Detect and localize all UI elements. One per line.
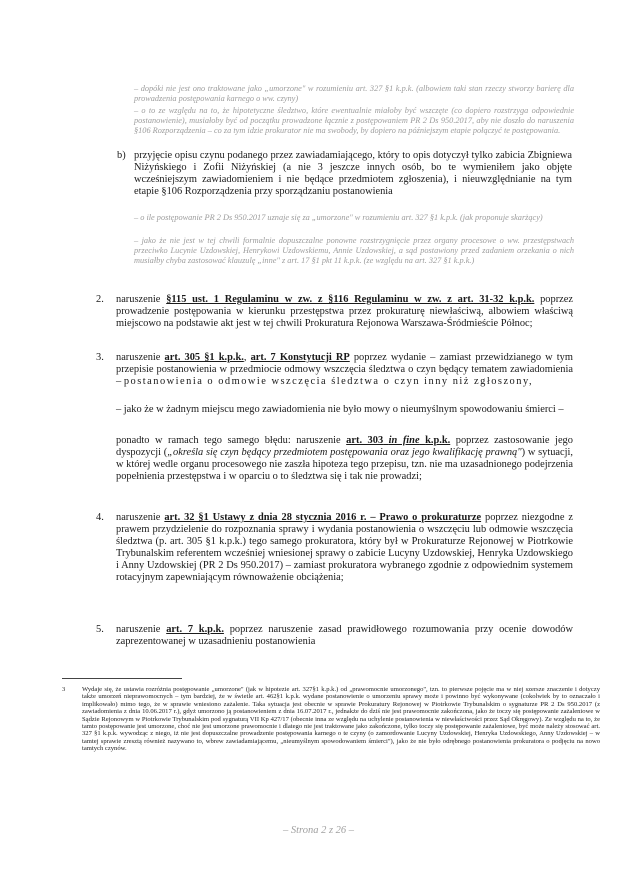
- item-3-body-1: poprzez wydanie – zamiast przewidzianego w tym przepisie postanowienia w przedmiocie odmowy wszczęcia śledztwa o czyn będący tematem zawiadomienia –: [116, 352, 573, 388]
- item-3-spaced-text: postanowienia o odmowie wszczęcia śledztwa o czyn inny niż zgłoszony,: [123, 376, 534, 388]
- note-b-1: – o ile postępowanie PR 2 Ds 950.2017 uznaje się za „umorzone" w rozumieniu art. 327 §1 k.p.k. (jak proponuje skarżący): [134, 213, 543, 222]
- item-b-marker: b): [117, 150, 126, 161]
- item-3-ref-3-code: k.p.k.: [425, 435, 451, 446]
- item-5-number: 5.: [96, 624, 104, 635]
- item-2-body: poprzez prowadzenie postępowania w kierunku przestępstwa przez prokuraturę niewłaściwą, albowiem właściwą miejscowo na podstawie akt jest w tej chwili Prokuratura Rejonowa Warszawa-Śródmieście Północ;: [116, 294, 573, 330]
- top-note-2: – o to ze względu na to, że hipotetyczne śledztwo, które ewentualnie miałoby być wszczęte (co dopiero rozstrzyga odpowiednie postanowienie), musiałoby być od początku prowadzone łącznie z postępowaniem PR 2 Ds 950.2017, aby nie doszło do naruszenia §106 Rozporządzenia – co za tym idzie prokurator nie ma swobody, by dopiero na późniejszym etapie połączyć te postępowania.: [134, 106, 574, 135]
- item-3-ref-3-infine: in fine: [388, 435, 420, 446]
- item-3-further-lead: ponadto w ramach tego samego błędu: naruszenie: [116, 435, 341, 446]
- item-3-quote: „określa się czyn będący przedmiotem postępowania oraz jego kwalifikację prawną": [167, 447, 522, 459]
- note-b-2: – jako że nie jest w tej chwili formalnie dopuszczalne ponowne rozstrzygnięcie przez organy procesowe o ww. przestępstwach przeciwko Lucynie Uzdowskiej, Henrykowi Uzdowskiemu, Annie Uzdowskiej, a sąd postawiony przed zadaniem orzekania o nich musiałby chyba zastosować klauzulę „inne" z art. 17 §1 pkt 11 k.p.k. (ze względu na art. 327 §1 k.p.k.): [134, 236, 574, 265]
- item-3-ref-1: art. 305 §1 k.p.k.: [164, 352, 244, 363]
- item-5-legal-ref: art. 7 k.p.k.: [166, 624, 224, 635]
- top-note-1: – dopóki nie jest ono traktowane jako „umorzone" w rozumieniu art. 327 §1 k.p.k. (albowiem taki stan rzeczy stworzy barierę dla prowadzenia postępowania karnego o ww. czyny): [134, 84, 574, 103]
- item-3-remark: – jako że w żadnym miejscu mego zawiadomienia nie było mowy o nieumyślnym spowodowaniu śmierci –: [116, 404, 564, 415]
- item-5-text: [116, 624, 573, 648]
- item-4-lead: naruszenie: [116, 512, 161, 523]
- item-3-text: [116, 352, 573, 388]
- item-3-lead: naruszenie: [116, 352, 161, 363]
- page-number: – Strona 2 z 26 –: [282, 825, 355, 836]
- item-3-further: [116, 435, 573, 483]
- item-2-legal-ref: §115 ust. 1 Regulaminu w zw. z §116 Regulaminu w zw. z art. 31-32 k.p.k.: [166, 294, 535, 305]
- item-2-lead: naruszenie: [116, 294, 161, 305]
- item-5-lead: naruszenie: [116, 624, 161, 635]
- item-3-ref-3: [346, 435, 450, 446]
- item-3-ref-2: art. 7 Konstytucji RP: [250, 352, 350, 363]
- item-2-number: 2.: [96, 294, 104, 305]
- item-3-number: 3.: [96, 352, 104, 363]
- item-3-further-a: poprzez zastosowanie jego dyspozycji (: [116, 435, 573, 459]
- item-3-further-b: ) w sytuacji, w której wedle organu procesowego nie zaszła hipoteza tego przepisu, tzn. nie ma uzasadnionego podejrzenia popełnienia przestępstwa i w oparciu o to śledztwa się i tak nie prowadzi;: [116, 447, 574, 483]
- item-2-text: [116, 294, 573, 330]
- item-b-text: przyjęcie opisu czynu podanego przez zawiadamiającego, który to opis dotyczył tylko zabicia Zbigniewa Niżyńskiego i Zofii Niżyńskiej (a nie 3 jeszcze innych osób, bo te wymieniłem jako objęte wcześniejszym zawiadomieniem i nie będące przedmiotem zgłoszenia), i nieuwzględnianie na tym etapie §106 Rozporządzenia przy sporządzaniu postanowienia: [134, 150, 572, 198]
- footnote-number: 3: [62, 686, 66, 693]
- item-5-body: poprzez naruszenie zasad prawidłowego rozumowania przy ocenie dowodów zaprezentowanej w uzasadnieniu postanowienia: [116, 624, 573, 648]
- item-4-body: poprzez niezgodne z prawem przydzielenie do rozpoznania sprawy i wydania postanowienia o wszczęciu lub odmowie wszczęcia śledztwa (p. art. 305 §1 k.p.k.) tego samego prokuratora, który był w Prokuraturze Rejonowej w Piotrkowie Trybunalskim referentem wcześniej wniesionej sprawy o zabicie Lucyny Uzdowskiej, Henryka Uzdowskiego i Anny Uzdowskiej (PR 2 Ds 950.2017) – zamiast prokuratora wybranego zgodnie z odpowiednim systemem rotacyjnym zapewniającym równoważenie obciążenia;: [116, 512, 573, 584]
- footnote-text: Wydaje się, że ustawia rozróżnia postępowanie „umorzone" (jak w hipotezie art. 327§1 k.p.k.) od „prawomocnie umorzonego", tzn. to pierwsze pojęcie ma w niej szersze znaczenie i dotyczy także umorzeń nieprawomocnych – tym bardziej, że w świetle art. 462§1 k.p.k. wydane postanowienie o umorzeniu sprawy może i powinno być wykonywane (cokolwiek by to oznaczało i implikowało) mimo tego, że w sprawie wniesiono zażalenie. Taka sytuacja jest obecnie w sprawie Prokuratury Rejonowej w Piotrkowie Trybunalskim o sygnaturze PR 2 Ds 950.2017 (z zawiadomienia z dnia 10.06.2017 r.), gdyż umorzono ją postanowieniem z dnia 16.07.2017 r., jednakże do dziś nie jest prawomocnie zakończona, jako że toczy się postępowanie zażaleniowe w Sądzie Rejonowym w Piotrkowie Trybunalskim pod sygnaturą VII Kp 427/17 (obecnie inna ze względu na uchylenie postanowienia w niewłaściwości przez Sąd Okręgowy). Ze względu na to, że tamto postępowanie jest umorzone, choć nie jest umorzone prawomocnie i dlatego nie jest traktowane jako zakończone, tylko toczy się postępowanie zażaleniowe, być może należy stosować art. 327 §1 k.p.k. wywodząc z niego, iż nie jest dopuszczalne prowadzenie postępowania karnego o te czyny (o zamordowanie Lucyny Uzdowskiej, Henryka Uzdowskiego, Anny Uzdowskiej – w tamtej sprawie zresztą również nazywano to, wbrew zawiadamiającemu, „nieumyślnym spowodowaniem śmierci"), jako że nie było odrębnego postanowienia prokuratora o podjęciu na nowo tamtych czynów.: [82, 686, 600, 753]
- item-4-number: 4.: [96, 512, 104, 523]
- footnote-rule: [62, 678, 182, 679]
- item-3-ref-3-article: art. 303: [346, 435, 384, 446]
- item-4-legal-ref: art. 32 §1 Ustawy z dnia 28 stycznia 2016 r. – Prawo o prokuraturze: [164, 512, 482, 523]
- item-3-sep: ,: [243, 352, 247, 363]
- item-4-text: [116, 512, 573, 585]
